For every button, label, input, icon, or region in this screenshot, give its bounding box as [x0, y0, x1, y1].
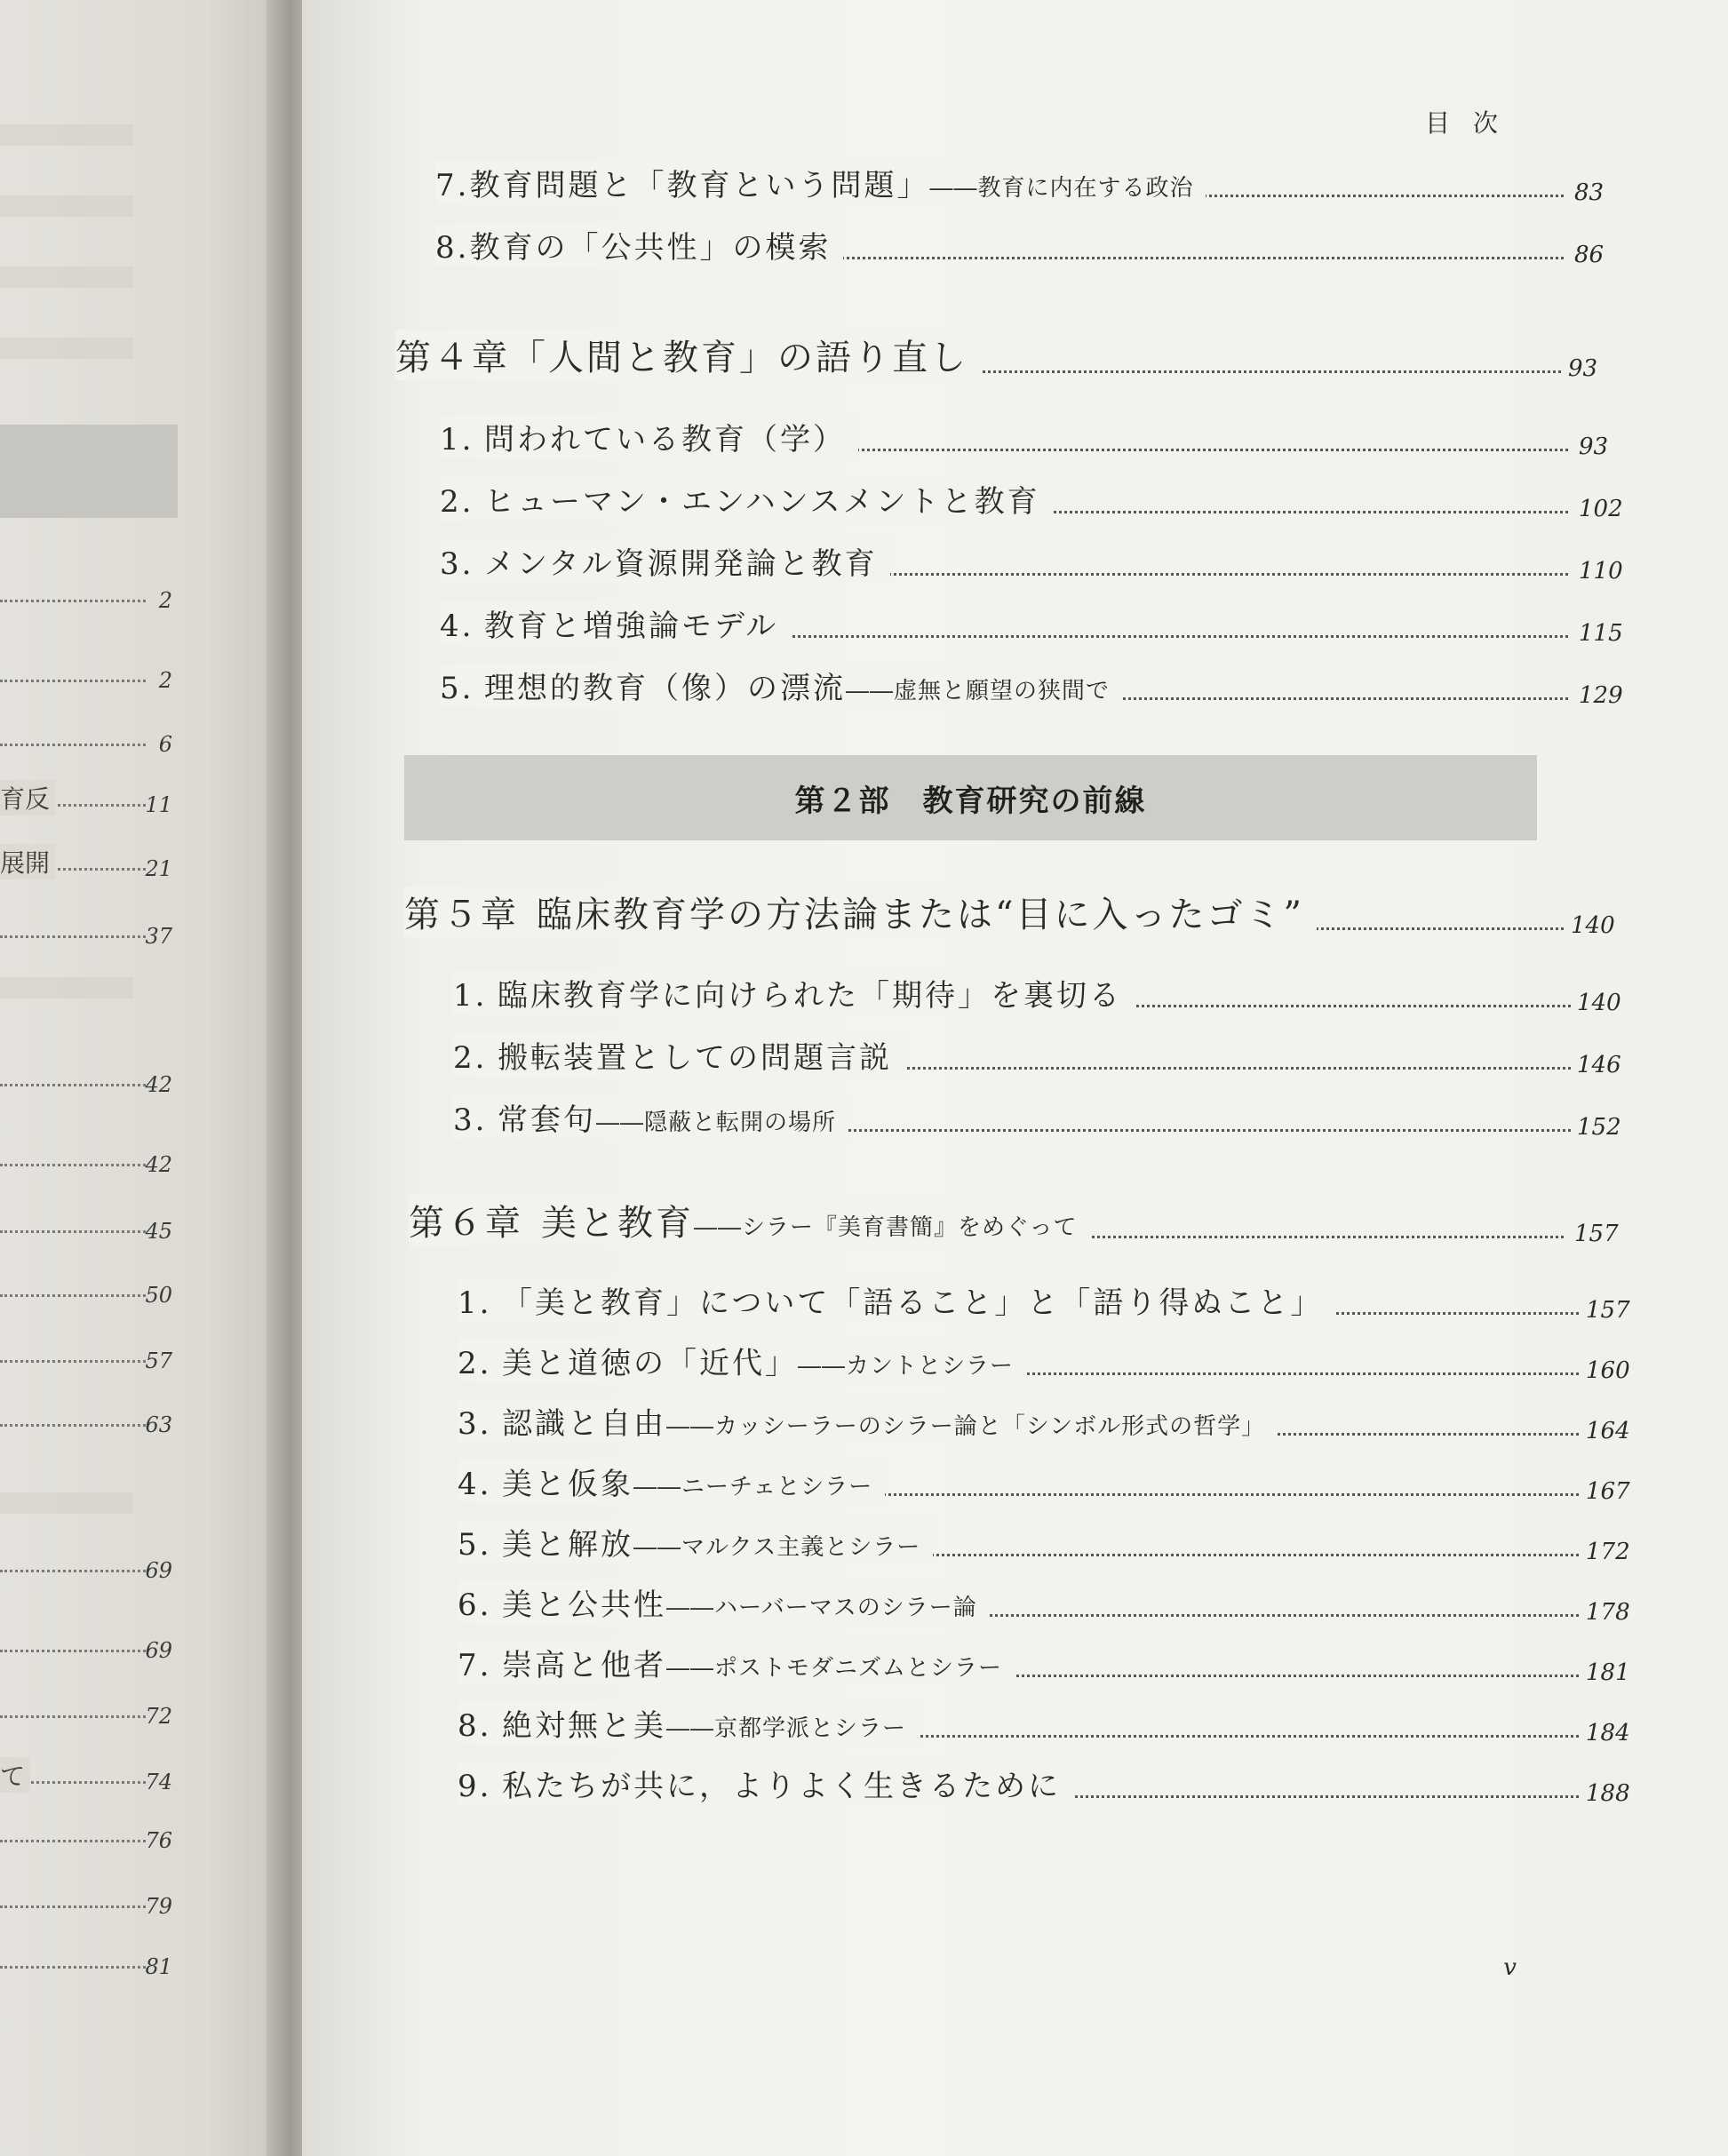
section-title: 臨床教育学に向けられた「期待」を裏切る	[498, 978, 1122, 1014]
section-number: 6.	[458, 1587, 492, 1623]
section-number: 3.	[440, 546, 474, 582]
section-subtitle: ――ニーチェとシラー	[633, 1474, 873, 1500]
page-number: 157	[1586, 1297, 1630, 1324]
section-title: 教育と増強論モデル	[484, 609, 779, 644]
toc-entry: 42	[0, 1062, 178, 1097]
chapter-number: 第６章	[409, 1203, 523, 1244]
page-number: 164	[1586, 1418, 1630, 1444]
section-title: 美と公共性	[502, 1587, 666, 1623]
section-subtitle: ――カッシーラーのシラー論と「シンボル形式の哲学」	[666, 1413, 1266, 1440]
toc-entry: 展開 21	[0, 846, 178, 881]
page-number: 129	[1579, 682, 1623, 709]
section-number: 2.	[440, 484, 474, 520]
section-title: 美と道徳の「近代」	[502, 1346, 798, 1381]
section-title: 美と仮象	[502, 1467, 633, 1502]
page-number: 110	[1579, 558, 1623, 585]
page-number: 188	[1586, 1780, 1630, 1807]
right-page	[302, 0, 1728, 2156]
running-header: 目次	[1424, 108, 1521, 138]
section-number: 8.	[458, 1708, 492, 1744]
toc-entry: 72	[0, 1693, 178, 1729]
section-subtitle: ――京都学派とシラー	[666, 1715, 907, 1742]
section-title: 絶対無と美	[502, 1708, 666, 1744]
faded-line	[0, 195, 133, 217]
toc-entry: 63	[0, 1402, 178, 1437]
toc-entry: 69	[0, 1547, 178, 1583]
section-title: 理想的教育（像）の漂流	[484, 671, 846, 706]
page-number: 152	[1577, 1114, 1621, 1141]
section-title: 美と解放	[502, 1527, 633, 1563]
page-number: 172	[1586, 1539, 1630, 1565]
toc-entry: 2	[0, 657, 178, 693]
toc-entry	[435, 222, 1652, 272]
section-title: 教育問題と「教育という問題」	[469, 168, 930, 203]
section-number: 1.	[440, 422, 474, 457]
toc-entry: 42	[0, 1142, 178, 1177]
faded-line	[0, 1492, 133, 1514]
toc-entry: 76	[0, 1818, 178, 1853]
section-number: 8.	[435, 230, 470, 266]
page-number: 86	[1574, 242, 1605, 268]
section-title: 教育の「公共性」の模索	[469, 230, 832, 266]
toc-entry: 50	[0, 1272, 178, 1308]
section-number: 1.	[453, 978, 488, 1014]
section-number: 9.	[458, 1769, 492, 1804]
page-number: 178	[1586, 1599, 1630, 1626]
page-number: 146	[1577, 1052, 1621, 1078]
page-number: 140	[1571, 912, 1615, 939]
toc-entry	[440, 538, 1657, 588]
page-number: 184	[1586, 1720, 1630, 1746]
section-subtitle: ――ハーバーマスのシラー論	[666, 1595, 977, 1621]
chapter-title: 美と教育	[541, 1203, 694, 1244]
page-number: 115	[1579, 620, 1623, 647]
chapter-number: 第５章	[404, 895, 519, 935]
page-number: 93	[1568, 355, 1598, 382]
section-title: 「美と教育」について「語ること」と「語り得ぬこと」	[502, 1285, 1324, 1321]
section-number: 7.	[435, 168, 470, 203]
toc-entry: 69	[0, 1627, 178, 1663]
section-title: ヒューマン・エンハンスメントと教育	[484, 484, 1040, 520]
toc-entry	[440, 663, 1657, 712]
section-title: 私たちが共に，よりよく生きるために	[502, 1769, 1061, 1804]
toc-entry	[440, 601, 1657, 650]
chapter-entry	[395, 336, 1657, 386]
section-title: 崇高と他者	[502, 1648, 666, 1683]
toc-entry	[435, 160, 1652, 210]
page-number: 160	[1586, 1357, 1630, 1384]
toc-entry: 57	[0, 1338, 178, 1373]
section-subtitle: ――虚無と願望の狭間で	[846, 678, 1111, 704]
toc-entry: て 74	[0, 1759, 178, 1794]
section-number: 4.	[458, 1467, 492, 1502]
toc-entry: 6	[0, 721, 178, 757]
faded-line	[0, 267, 133, 288]
section-number: 3.	[458, 1406, 492, 1442]
section-title: メンタル資源開発論と教育	[484, 546, 878, 582]
section-subtitle: ――カントとシラー	[798, 1353, 1015, 1380]
section-number: 3.	[453, 1102, 488, 1138]
toc-entry: 79	[0, 1883, 178, 1919]
page-number: 157	[1574, 1221, 1619, 1247]
left-page	[0, 0, 293, 2156]
part-heading-band	[0, 425, 178, 518]
toc-entry: 37	[0, 913, 178, 949]
page-number: 181	[1586, 1659, 1630, 1686]
section-number: 5.	[440, 671, 474, 706]
section-number: 5.	[458, 1527, 492, 1563]
toc-entry	[440, 476, 1657, 526]
section-title: 認識と自由	[502, 1406, 666, 1442]
section-number: 7.	[458, 1648, 492, 1683]
section-subtitle: ――教育に内在する政治	[929, 175, 1194, 202]
section-title: 搬転装置としての問題言説	[498, 1040, 892, 1076]
page-number: 102	[1579, 496, 1623, 522]
section-number: 2.	[453, 1040, 488, 1076]
chapter-subtitle: ――シラー『美育書簡』をめぐって	[694, 1214, 1078, 1241]
toc-entry: 2	[0, 577, 178, 613]
section-subtitle: ――ポストモダニズムとシラー	[666, 1655, 1003, 1682]
toc-entry: 育反 11	[0, 782, 178, 817]
page-number: 93	[1579, 434, 1609, 460]
section-number: 2.	[458, 1346, 492, 1381]
section-number: 4.	[440, 609, 474, 644]
faded-line	[0, 338, 133, 359]
chapter-title: 第４章「人間と教育」の語り直し	[395, 338, 968, 378]
part-heading: 第２部 教育研究の前線	[404, 755, 1537, 840]
section-title: 常套句	[498, 1102, 596, 1138]
faded-line	[0, 124, 133, 146]
page-folio: v	[1503, 1954, 1517, 1981]
page-number: 140	[1577, 990, 1621, 1016]
chapter-title: 臨床教育学の方法論または“目に入ったゴミ”	[537, 895, 1304, 935]
page-number: 83	[1574, 179, 1605, 206]
section-title: 問われている教育（学）	[484, 422, 846, 457]
section-subtitle: ――隠蔽と転開の場所	[596, 1110, 837, 1136]
toc-entry: 45	[0, 1208, 178, 1244]
page-number: 167	[1586, 1478, 1630, 1505]
toc-entry: 81	[0, 1944, 178, 1979]
section-subtitle: ――マルクス主義とシラー	[633, 1534, 921, 1561]
faded-line	[0, 977, 133, 998]
section-number: 1.	[458, 1285, 492, 1321]
toc-entry	[440, 414, 1657, 464]
